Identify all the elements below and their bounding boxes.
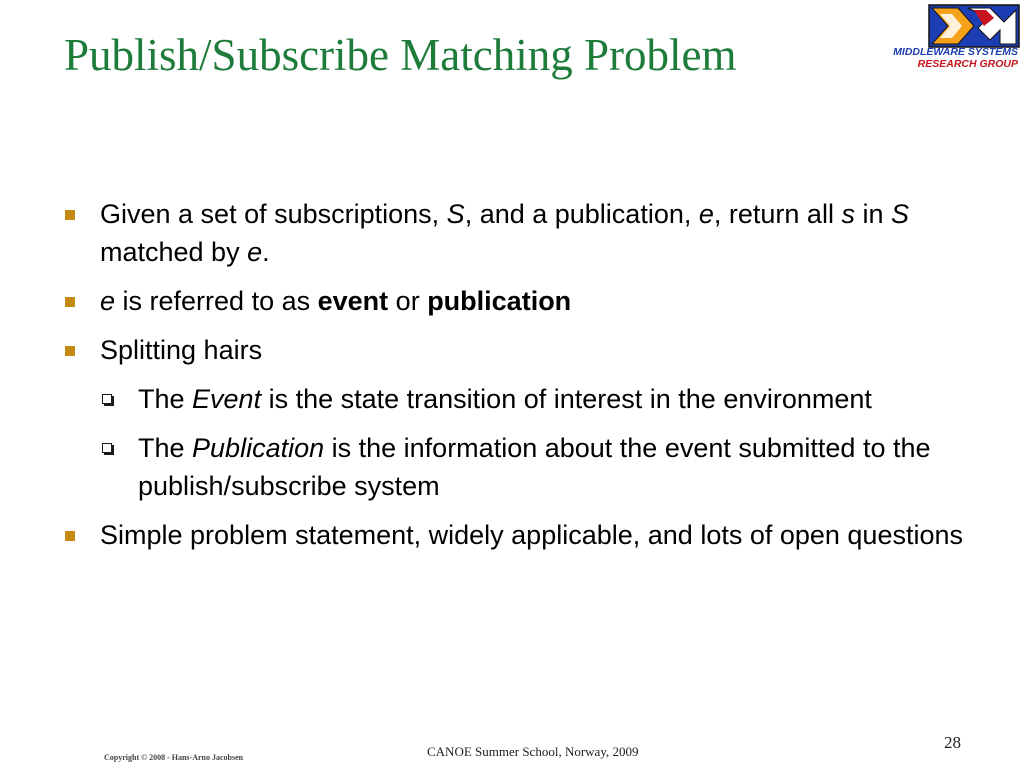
bullet-text: is the state transition of interest in the environment [261,384,872,414]
msrg-logo [928,4,1020,48]
bullet-text-italic: Event [192,384,262,414]
bullet-text-bold: publication [427,286,572,316]
bullet-text: . [262,237,270,267]
bullet-text: The [138,433,193,463]
square-bullet-icon [65,531,75,541]
bullet-text-italic: S [890,199,909,229]
logo-line-1: MIDDLEWARE SYSTEMS [893,46,1018,58]
slide-title: Publish/Subscribe Matching Problem [64,30,737,80]
bullet-text-italic: e [247,237,263,267]
bullet-text: Simple problem statement, widely applicable, and lots of open questions [100,520,963,550]
hollow-square-bullet-icon [102,394,112,404]
bullet-text-italic: e [100,286,116,316]
square-bullet-icon [65,210,75,220]
bullet-text: , return all [713,199,842,229]
bullet-text: in [854,199,891,229]
bullet-matching-definition [60,195,980,271]
bullet-text: is the information about the event submitted to the publish/subscribe system [138,433,931,501]
bullet-text: Given a set of subscriptions, [100,199,447,229]
logo-line-2: RESEARCH GROUP [917,58,1018,70]
bullet-text: or [388,286,428,316]
logo-caption [893,46,1018,70]
bullet-event-terminology [60,282,980,320]
square-bullet-icon [65,297,75,307]
bullet-text-italic: s [841,199,855,229]
sub-bullet-event [60,380,980,418]
sub-bullet-publication [60,429,980,505]
bullet-text-bold: event [317,286,389,316]
square-bullet-icon [65,346,75,356]
bullet-problem-statement [60,516,980,554]
bullet-text: The [138,384,193,414]
bullet-text: Splitting hairs [100,335,263,365]
bullet-text: , and a publication, [464,199,699,229]
page-number: 28 [944,733,961,752]
hollow-square-bullet-icon [102,443,112,453]
bullet-text-italic: e [698,199,714,229]
bullet-list [60,195,980,565]
footer-event: CANOE Summer School, Norway, 2009 [427,744,639,759]
bullet-text-italic: S [446,199,465,229]
bullet-text-italic: Publication [192,433,325,463]
bullet-text: is referred to as [115,286,318,316]
bullet-splitting-hairs [60,331,980,369]
footer-copyright: Copyright © 2008 - Hans-Arno Jacobsen [104,753,244,762]
bullet-text: matched by [100,237,248,267]
